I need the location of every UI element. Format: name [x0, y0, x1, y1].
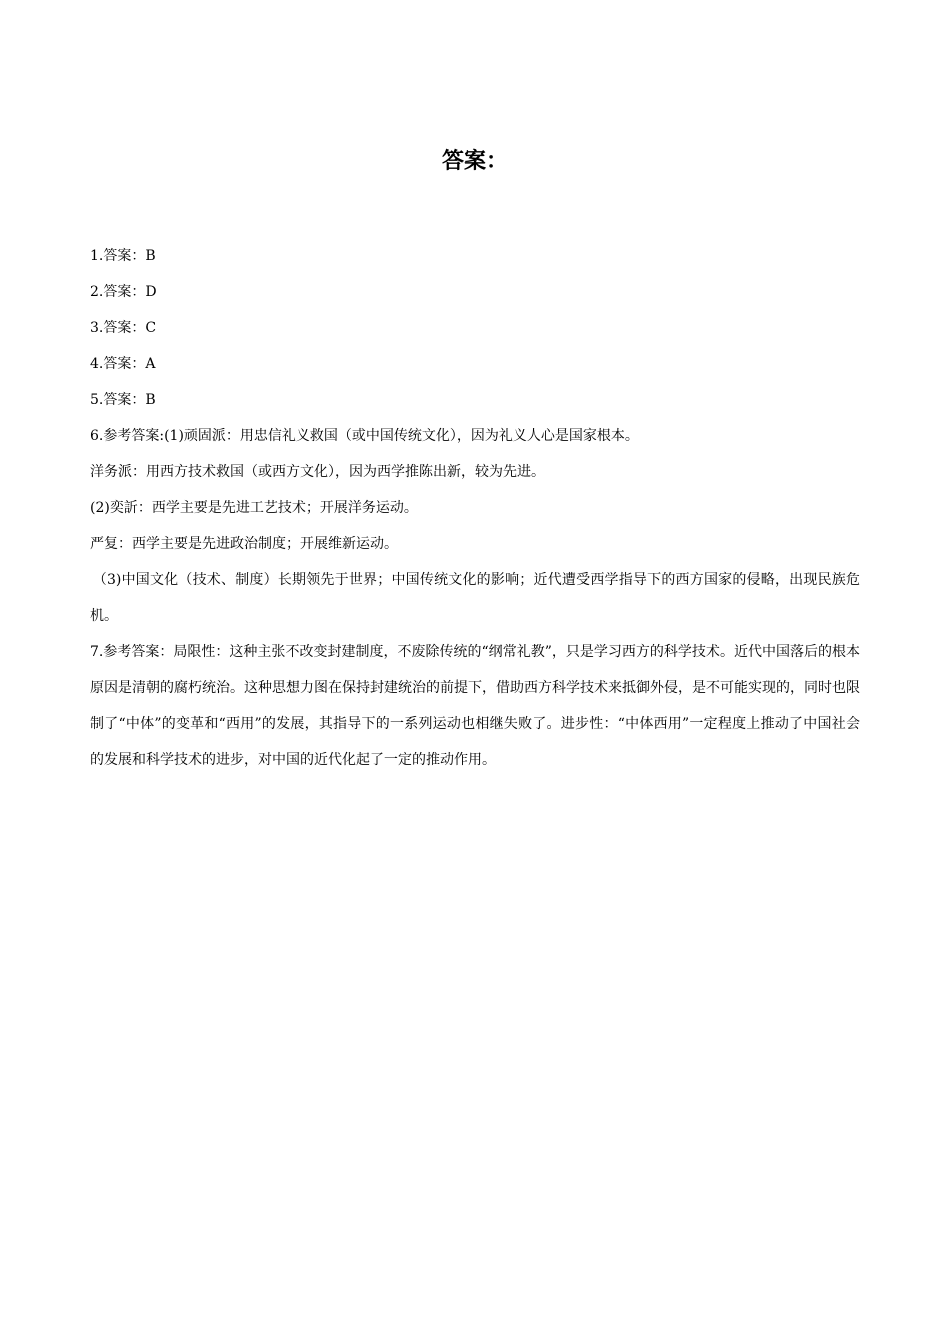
answer-list	[90, 238, 860, 778]
answer-3: 3.答案：C	[90, 320, 157, 336]
answer-6-westernizers: 洋务派：用西方技术救国（或西方文化），因为西学推陈出新，较为先进。	[90, 464, 545, 480]
answer-5: 5.答案：B	[90, 392, 156, 408]
answer-4: 4.答案：A	[90, 356, 156, 372]
answer-6-part-2: (2)奕訢：西学主要是先进工艺技术；开展洋务运动。	[90, 500, 418, 516]
answer-6-part-3: （3)中国文化（技术、制度）长期领先于世界；中国传统文化的影响；近代遭受西学指导下的西方国家的侵略，出现民族危机。	[90, 572, 860, 624]
answer-6-yan-fu: 严复：西学主要是先进政治制度；开展维新运动。	[90, 536, 398, 552]
answer-6-part-1: 6.参考答案:(1)顽固派：用忠信礼义救国（或中国传统文化），因为礼义人心是国家根本。	[90, 428, 639, 444]
answer-2: 2.答案：D	[90, 284, 157, 300]
answer-1: 1.答案：B	[90, 248, 156, 264]
answer-7: 7.参考答案：局限性：这种主张不改变封建制度，不废除传统的“纲常礼教”，只是学习西方的科学技术。近代中国落后的根本原因是清朝的腐朽统治。这种思想力图在保持封建统治的前提下，借助西方科学技术来抵御外侵，是不可能实现的，同时也限制了“中体”的变革和“西用”的发展，其指导下的一系列运动也相继失败了。进步性：“中体西用”一定程度上推动了中国社会的发展和科学技术的进步，对中国的近代化起了一定的推动作用。	[90, 644, 860, 768]
page-title: 答案：	[441, 149, 508, 174]
